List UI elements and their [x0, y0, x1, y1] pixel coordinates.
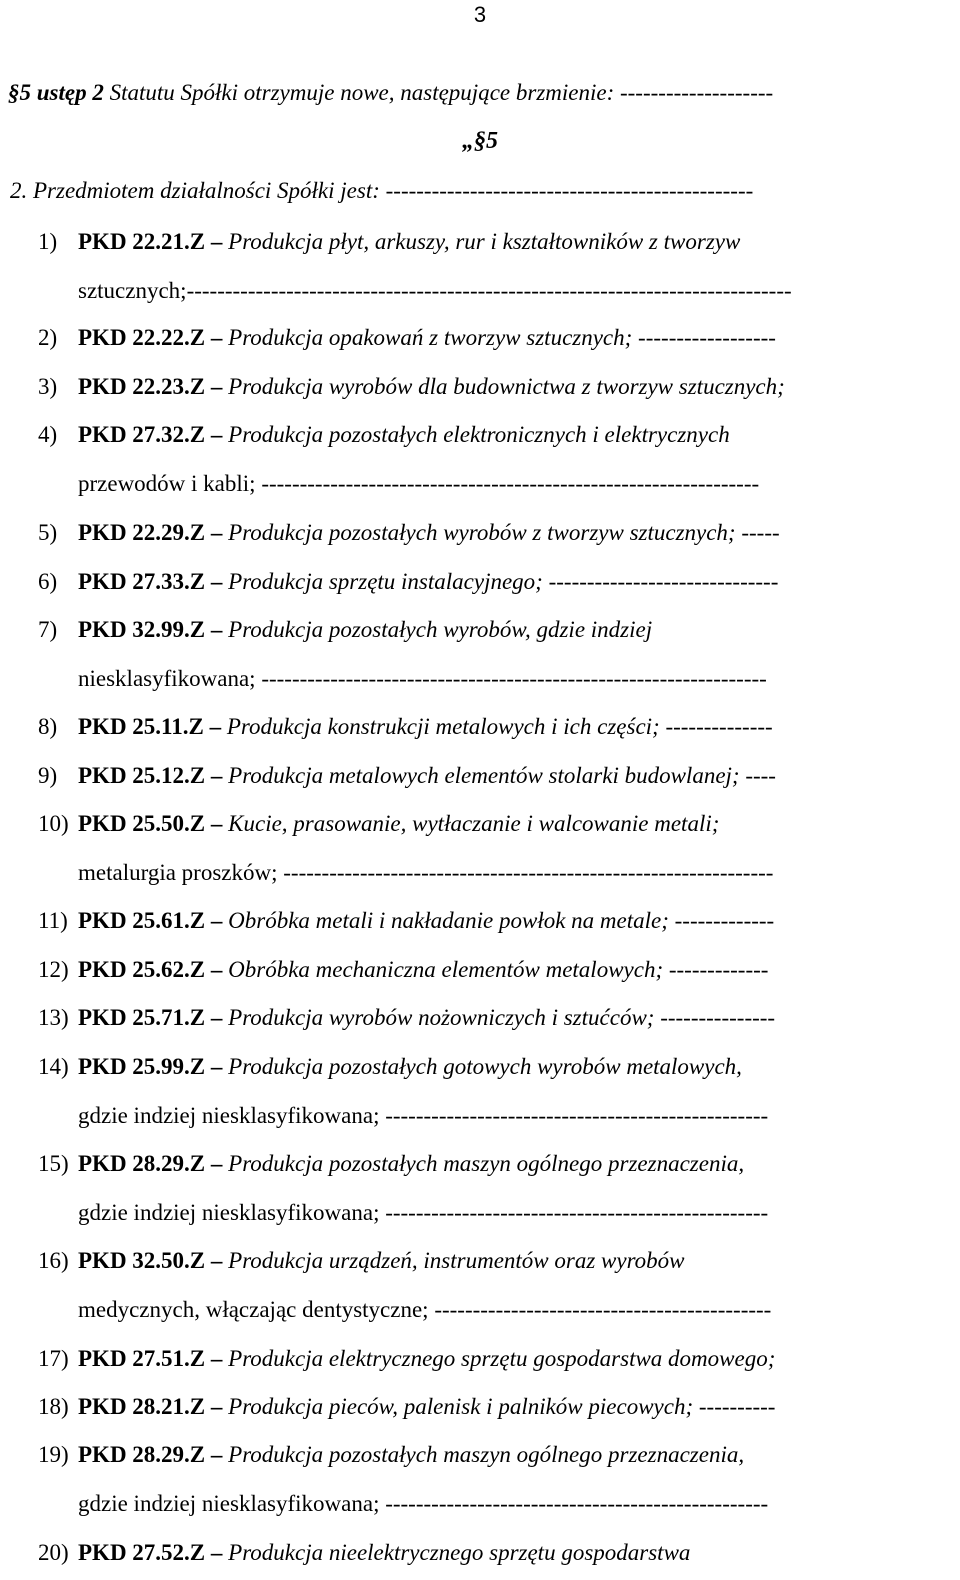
- item-number: 16): [38, 1248, 69, 1273]
- pkd-description-continuation: medycznych, włączając dentystyczne; --------------------------------------------: [78, 1297, 772, 1322]
- pkd-description-continuation: gdzie indziej niesklasyfikowana; --------------------------------------------------: [78, 1491, 769, 1516]
- item-number: 14): [38, 1054, 69, 1079]
- pkd-description: Obróbka metali i nakładanie powłok na metale; -------------: [228, 908, 775, 933]
- pkd-code: PKD 22.29.Z –: [78, 520, 229, 545]
- section-mark: „§5: [462, 128, 498, 154]
- list-item: [38, 1003, 952, 1033]
- list-item-line: [38, 809, 952, 839]
- item-number: 20): [38, 1540, 69, 1565]
- item-number: 7): [38, 617, 58, 642]
- list-item: [38, 1440, 952, 1519]
- item-number: 17): [38, 1346, 69, 1371]
- item-number: 5): [38, 520, 58, 545]
- list-item-line: [38, 1538, 952, 1568]
- item-number: 2): [38, 325, 58, 350]
- list-item-line: [38, 1003, 952, 1033]
- pkd-description: Produkcja pozostałych elektronicznych i elektrycznych: [228, 422, 730, 447]
- item-number: 6): [38, 569, 58, 594]
- list-item: [38, 761, 952, 791]
- pkd-description: Produkcja pozostałych maszyn ogólnego przeznaczenia,: [228, 1151, 745, 1176]
- pkd-code: PKD 28.21.Z –: [78, 1394, 229, 1419]
- pkd-description: Produkcja pozostałych maszyn ogólnego przeznaczenia,: [228, 1442, 745, 1467]
- list-item: [38, 1538, 952, 1568]
- pkd-code: PKD 32.50.Z –: [78, 1248, 229, 1273]
- item-number: 9): [38, 763, 58, 788]
- list-item-line: [38, 1344, 952, 1374]
- list-item-line: [38, 420, 952, 450]
- item-number: 8): [38, 714, 58, 739]
- list-item-line: [38, 955, 952, 985]
- pkd-code: PKD 28.29.Z –: [78, 1151, 229, 1176]
- pkd-code: PKD 27.33.Z –: [78, 569, 229, 594]
- pkd-code: PKD 22.22.Z –: [78, 325, 229, 350]
- pkd-code: PKD 32.99.Z –: [78, 617, 229, 642]
- pkd-description: Produkcja wyrobów dla budownictwa z tworzyw sztucznych;: [228, 374, 785, 399]
- list-item: [38, 1052, 952, 1131]
- list-item-line: [38, 615, 952, 645]
- item-number: 18): [38, 1394, 69, 1419]
- pkd-description: Produkcja płyt, arkuszy, rur i kształtowników z tworzyw: [228, 229, 741, 254]
- pkd-code: PKD 22.23.Z –: [78, 374, 229, 399]
- pkd-description: Produkcja konstrukcji metalowych i ich części; --------------: [226, 714, 773, 739]
- list-item: [38, 227, 952, 306]
- list-item: [38, 323, 952, 353]
- pkd-description-continuation: niesklasyfikowana; ------------------------------------------------------------------: [78, 666, 767, 691]
- list-item: [38, 372, 952, 402]
- list-item-line: [38, 372, 952, 402]
- intro-text: Statutu Spółki otrzymuje nowe, następujące brzmienie: --------------------: [103, 80, 774, 105]
- item-number: 19): [38, 1442, 69, 1467]
- pkd-description: Produkcja pozostałych gotowych wyrobów metalowych,: [228, 1054, 742, 1079]
- pkd-code: PKD 25.12.Z –: [78, 763, 229, 788]
- item-number: 13): [38, 1005, 69, 1030]
- pkd-code: PKD 25.71.Z –: [78, 1005, 229, 1030]
- pkd-code: PKD 27.52.Z –: [78, 1540, 229, 1565]
- item-number: 15): [38, 1151, 69, 1176]
- list-item-line: [38, 567, 952, 597]
- pkd-description-continuation: gdzie indziej niesklasyfikowana; --------------------------------------------------: [78, 1200, 769, 1225]
- list-item: [38, 809, 952, 888]
- list-item: [38, 712, 952, 742]
- page-number: 3: [473, 2, 487, 27]
- list-item: [38, 615, 952, 694]
- pkd-description: Produkcja elektrycznego sprzętu gospodarstwa domowego;: [228, 1346, 776, 1371]
- list-item-line: [38, 1392, 952, 1422]
- list-item: [38, 567, 952, 597]
- list-item: [38, 1149, 952, 1228]
- pkd-code: PKD 25.11.Z –: [78, 714, 227, 739]
- list-item: [38, 955, 952, 985]
- pkd-description: Produkcja sprzętu instalacyjnego; ------------------------------: [228, 569, 779, 594]
- pkd-description-continuation: przewodów i kabli; -----------------------------------------------------------------: [78, 471, 760, 496]
- list-item-line: [38, 906, 952, 936]
- item-number: 12): [38, 957, 69, 982]
- list-item: [38, 1246, 952, 1325]
- list-item-line: [38, 518, 952, 548]
- section-heading: 2. Przedmiotem działalności Spółki jest: ------------------------------------------------: [10, 178, 754, 203]
- list-item-line: [38, 761, 952, 791]
- intro-line: [8, 78, 952, 108]
- pkd-code: PKD 25.61.Z –: [78, 908, 229, 933]
- pkd-description: Kucie, prasowanie, wytłaczanie i walcowanie metali;: [228, 811, 720, 836]
- pkd-description: Produkcja nieelektrycznego sprzętu gospodarstwa: [228, 1540, 691, 1565]
- list-item-line: [38, 1149, 952, 1179]
- item-number: 10): [38, 811, 69, 836]
- pkd-description-continuation: sztucznych;-------------------------------------------------------------------------------: [78, 278, 792, 303]
- paragraph-reference: §5 ustęp 2: [8, 80, 104, 105]
- pkd-code: PKD 25.62.Z –: [78, 957, 229, 982]
- pkd-code: PKD 28.29.Z –: [78, 1442, 229, 1467]
- list-item: [38, 1392, 952, 1422]
- list-item-line: [38, 1052, 952, 1082]
- list-item-line: [38, 227, 952, 257]
- list-item: [38, 1344, 952, 1374]
- pkd-description: Produkcja pozostałych wyrobów, gdzie indziej: [228, 617, 653, 642]
- pkd-description: Obróbka mechaniczna elementów metalowych; -------------: [228, 957, 769, 982]
- list-item-line: [38, 323, 952, 353]
- pkd-code: PKD 27.32.Z –: [78, 422, 229, 447]
- pkd-description: Produkcja pozostałych wyrobów z tworzyw sztucznych; -----: [228, 520, 780, 545]
- pkd-description: Produkcja pieców, palenisk i palników piecowych; ----------: [228, 1394, 776, 1419]
- pkd-description: Produkcja opakowań z tworzyw sztucznych; ------------------: [228, 325, 776, 350]
- item-number: 3): [38, 374, 58, 399]
- pkd-code: PKD 25.99.Z –: [78, 1054, 229, 1079]
- pkd-description: Produkcja urządzeń, instrumentów oraz wyrobów: [228, 1248, 685, 1273]
- list-item-line: [38, 712, 952, 742]
- list-item: [38, 906, 952, 936]
- pkd-description: Produkcja wyrobów nożowniczych i sztućców; ---------------: [228, 1005, 776, 1030]
- list-item: [38, 518, 952, 548]
- item-number: 1): [38, 229, 58, 254]
- pkd-code: PKD 27.51.Z –: [78, 1346, 229, 1371]
- pkd-description-continuation: metalurgia proszków; ----------------------------------------------------------------: [78, 860, 774, 885]
- item-number: 11): [38, 908, 68, 933]
- pkd-description-continuation: gdzie indziej niesklasyfikowana; --------------------------------------------------: [78, 1103, 769, 1128]
- pkd-description: Produkcja metalowych elementów stolarki budowlanej; ----: [228, 763, 776, 788]
- pkd-code: PKD 25.50.Z –: [78, 811, 229, 836]
- item-number: 4): [38, 422, 58, 447]
- list-item-line: [38, 1246, 952, 1276]
- list-item-line: [38, 1440, 952, 1470]
- list-item: [38, 420, 952, 499]
- pkd-code: PKD 22.21.Z –: [78, 229, 229, 254]
